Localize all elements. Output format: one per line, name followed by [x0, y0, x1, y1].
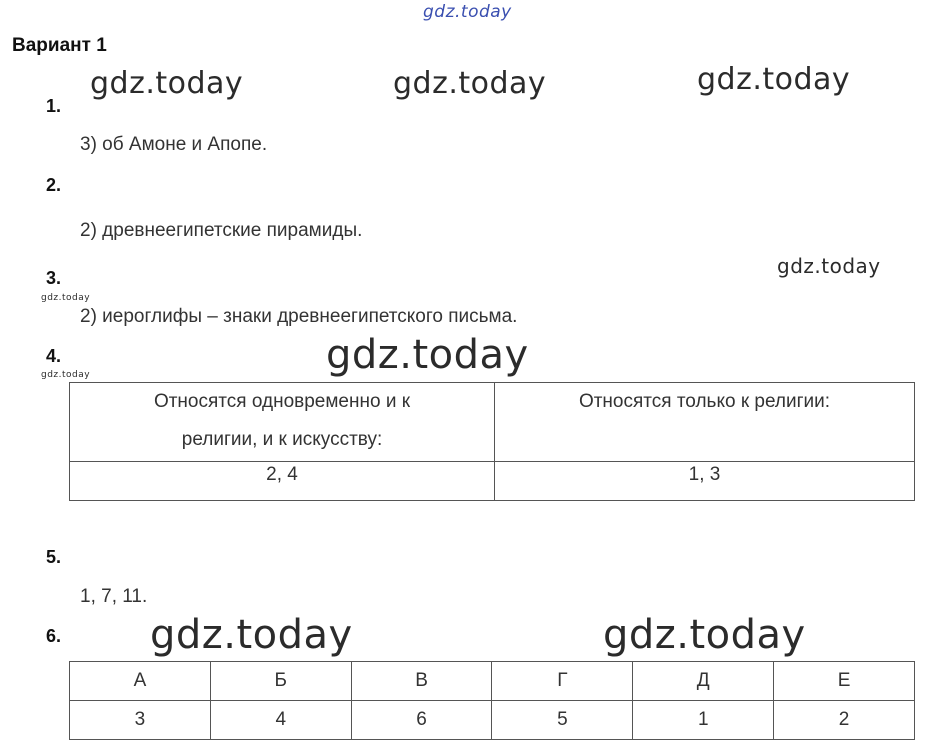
table-cell: В — [351, 662, 492, 701]
table-cell: Б — [210, 662, 351, 701]
answer-table-6 — [69, 661, 915, 740]
table-cell: 2 — [774, 701, 915, 740]
watermark: gdz.today — [777, 254, 881, 278]
table-cell: 4 — [210, 701, 351, 740]
table-header-cell — [70, 383, 495, 462]
header-line: Относятся только к религии: — [578, 391, 831, 412]
question-number: 6. — [46, 626, 62, 646]
question-number: 5. — [46, 547, 62, 567]
table-cell: А — [70, 662, 211, 701]
watermark: gdz.today — [697, 62, 851, 97]
watermark: gdz.today — [90, 66, 244, 101]
question-number: 4. — [46, 346, 62, 366]
table-header-cell — [495, 383, 915, 462]
watermark: gdz.today — [41, 370, 91, 380]
table-cell: 3 — [70, 701, 211, 740]
table-cell: 5 — [492, 701, 633, 740]
table-cell: Е — [774, 662, 915, 701]
question-answer: 2) иероглифы – знаки древнеегипетского письма. — [80, 306, 518, 327]
question-answer: 2) древнеегипетские пирамиды. — [80, 220, 363, 241]
answer-table-4 — [69, 382, 915, 501]
question-answer: 1, 7, 11. — [80, 586, 148, 607]
watermark: gdz.today — [603, 612, 806, 658]
question-number: 2. — [46, 175, 62, 195]
page-title: Вариант 1 — [12, 35, 107, 56]
watermark: gdz.today — [41, 293, 91, 303]
table-row — [70, 662, 915, 701]
table-cell: 6 — [351, 701, 492, 740]
header-line: религии, и к искусству: — [181, 429, 383, 450]
header-line: Относятся одновременно и к — [153, 391, 411, 412]
watermark: gdz.today — [393, 66, 547, 101]
question-answer: 3) об Амоне и Апопе. — [80, 134, 268, 155]
table-cell: 1, 3 — [495, 462, 915, 501]
table-row — [70, 462, 915, 501]
table-cell: 1 — [633, 701, 774, 740]
watermark: gdz.today — [150, 612, 353, 658]
table-cell: 2, 4 — [70, 462, 495, 501]
table-cell: Д — [633, 662, 774, 701]
table-row — [70, 701, 915, 740]
watermark: gdz.today — [326, 332, 529, 378]
question-number: 1. — [46, 96, 62, 116]
watermark-top: gdz.today — [423, 2, 512, 22]
question-number: 3. — [46, 268, 62, 288]
table-cell: Г — [492, 662, 633, 701]
table-row — [70, 383, 915, 462]
